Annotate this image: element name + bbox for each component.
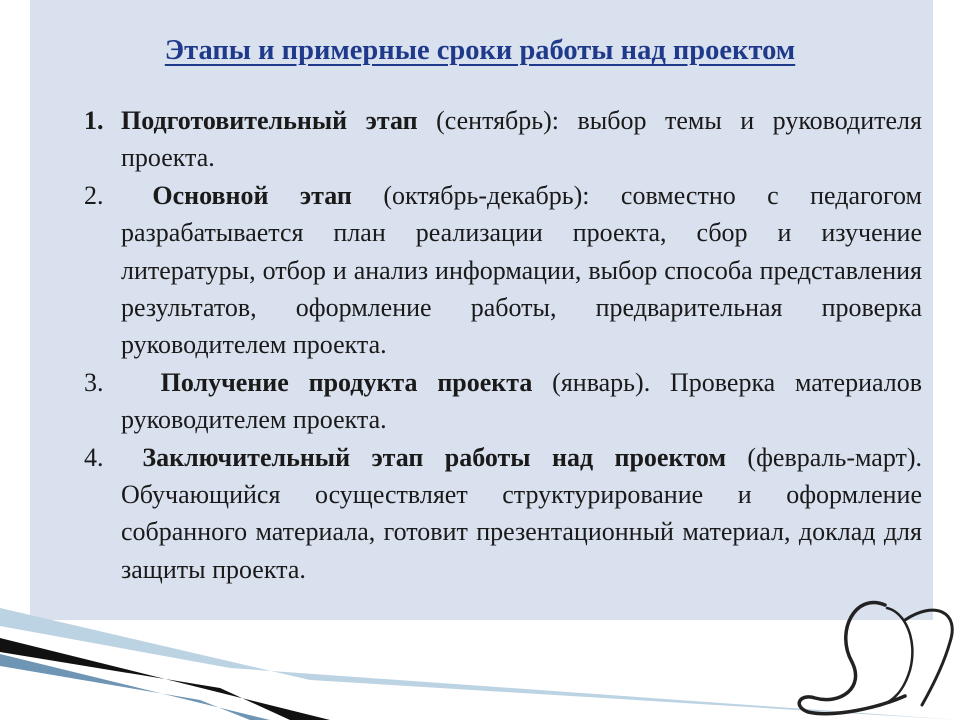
stage-number: 3. bbox=[84, 367, 104, 397]
stage-name: Получение продукта проекта bbox=[160, 367, 533, 397]
stage-number: 4. bbox=[84, 442, 104, 472]
stage-lead-space bbox=[121, 181, 152, 210]
slide-title: Этапы и примерные сроки работы над проектом bbox=[164, 35, 796, 67]
stage-item-3 bbox=[84, 364, 922, 439]
stage-lead-space bbox=[121, 368, 161, 397]
stage-description: (октябрь-декабрь): совместно с педагогом разрабатывается план реализации проекта, сбор и изучение литературы, отбор и анализ информации, выбор способа представления результатов, оформление работы, предварительная проверка руководителем проекта. bbox=[121, 180, 922, 360]
stage-item-2 bbox=[84, 177, 922, 364]
stage-name: Подготовительный этап bbox=[121, 106, 418, 135]
stage-description: (февраль-март). Обучающийся осуществляет структурирование и оформление собранного материала, готовит презентационный материал, доклад для защиты проекта. bbox=[121, 442, 922, 584]
stage-number: 1. bbox=[84, 106, 104, 135]
stage-description: (январь). Проверка материалов руководителем проекта. bbox=[121, 367, 923, 435]
stage-list bbox=[84, 102, 922, 588]
stage-number: 2. bbox=[84, 180, 104, 210]
stage-name: Заключительный этап работы над проектом bbox=[142, 442, 727, 472]
stage-item-4 bbox=[84, 439, 922, 589]
stage-item-1 bbox=[84, 102, 922, 177]
stage-description: (сентябрь): выбор темы и руководителя проекта. bbox=[121, 106, 922, 173]
stage-lead-space bbox=[121, 443, 142, 472]
stage-name: Основной этап bbox=[152, 180, 352, 210]
